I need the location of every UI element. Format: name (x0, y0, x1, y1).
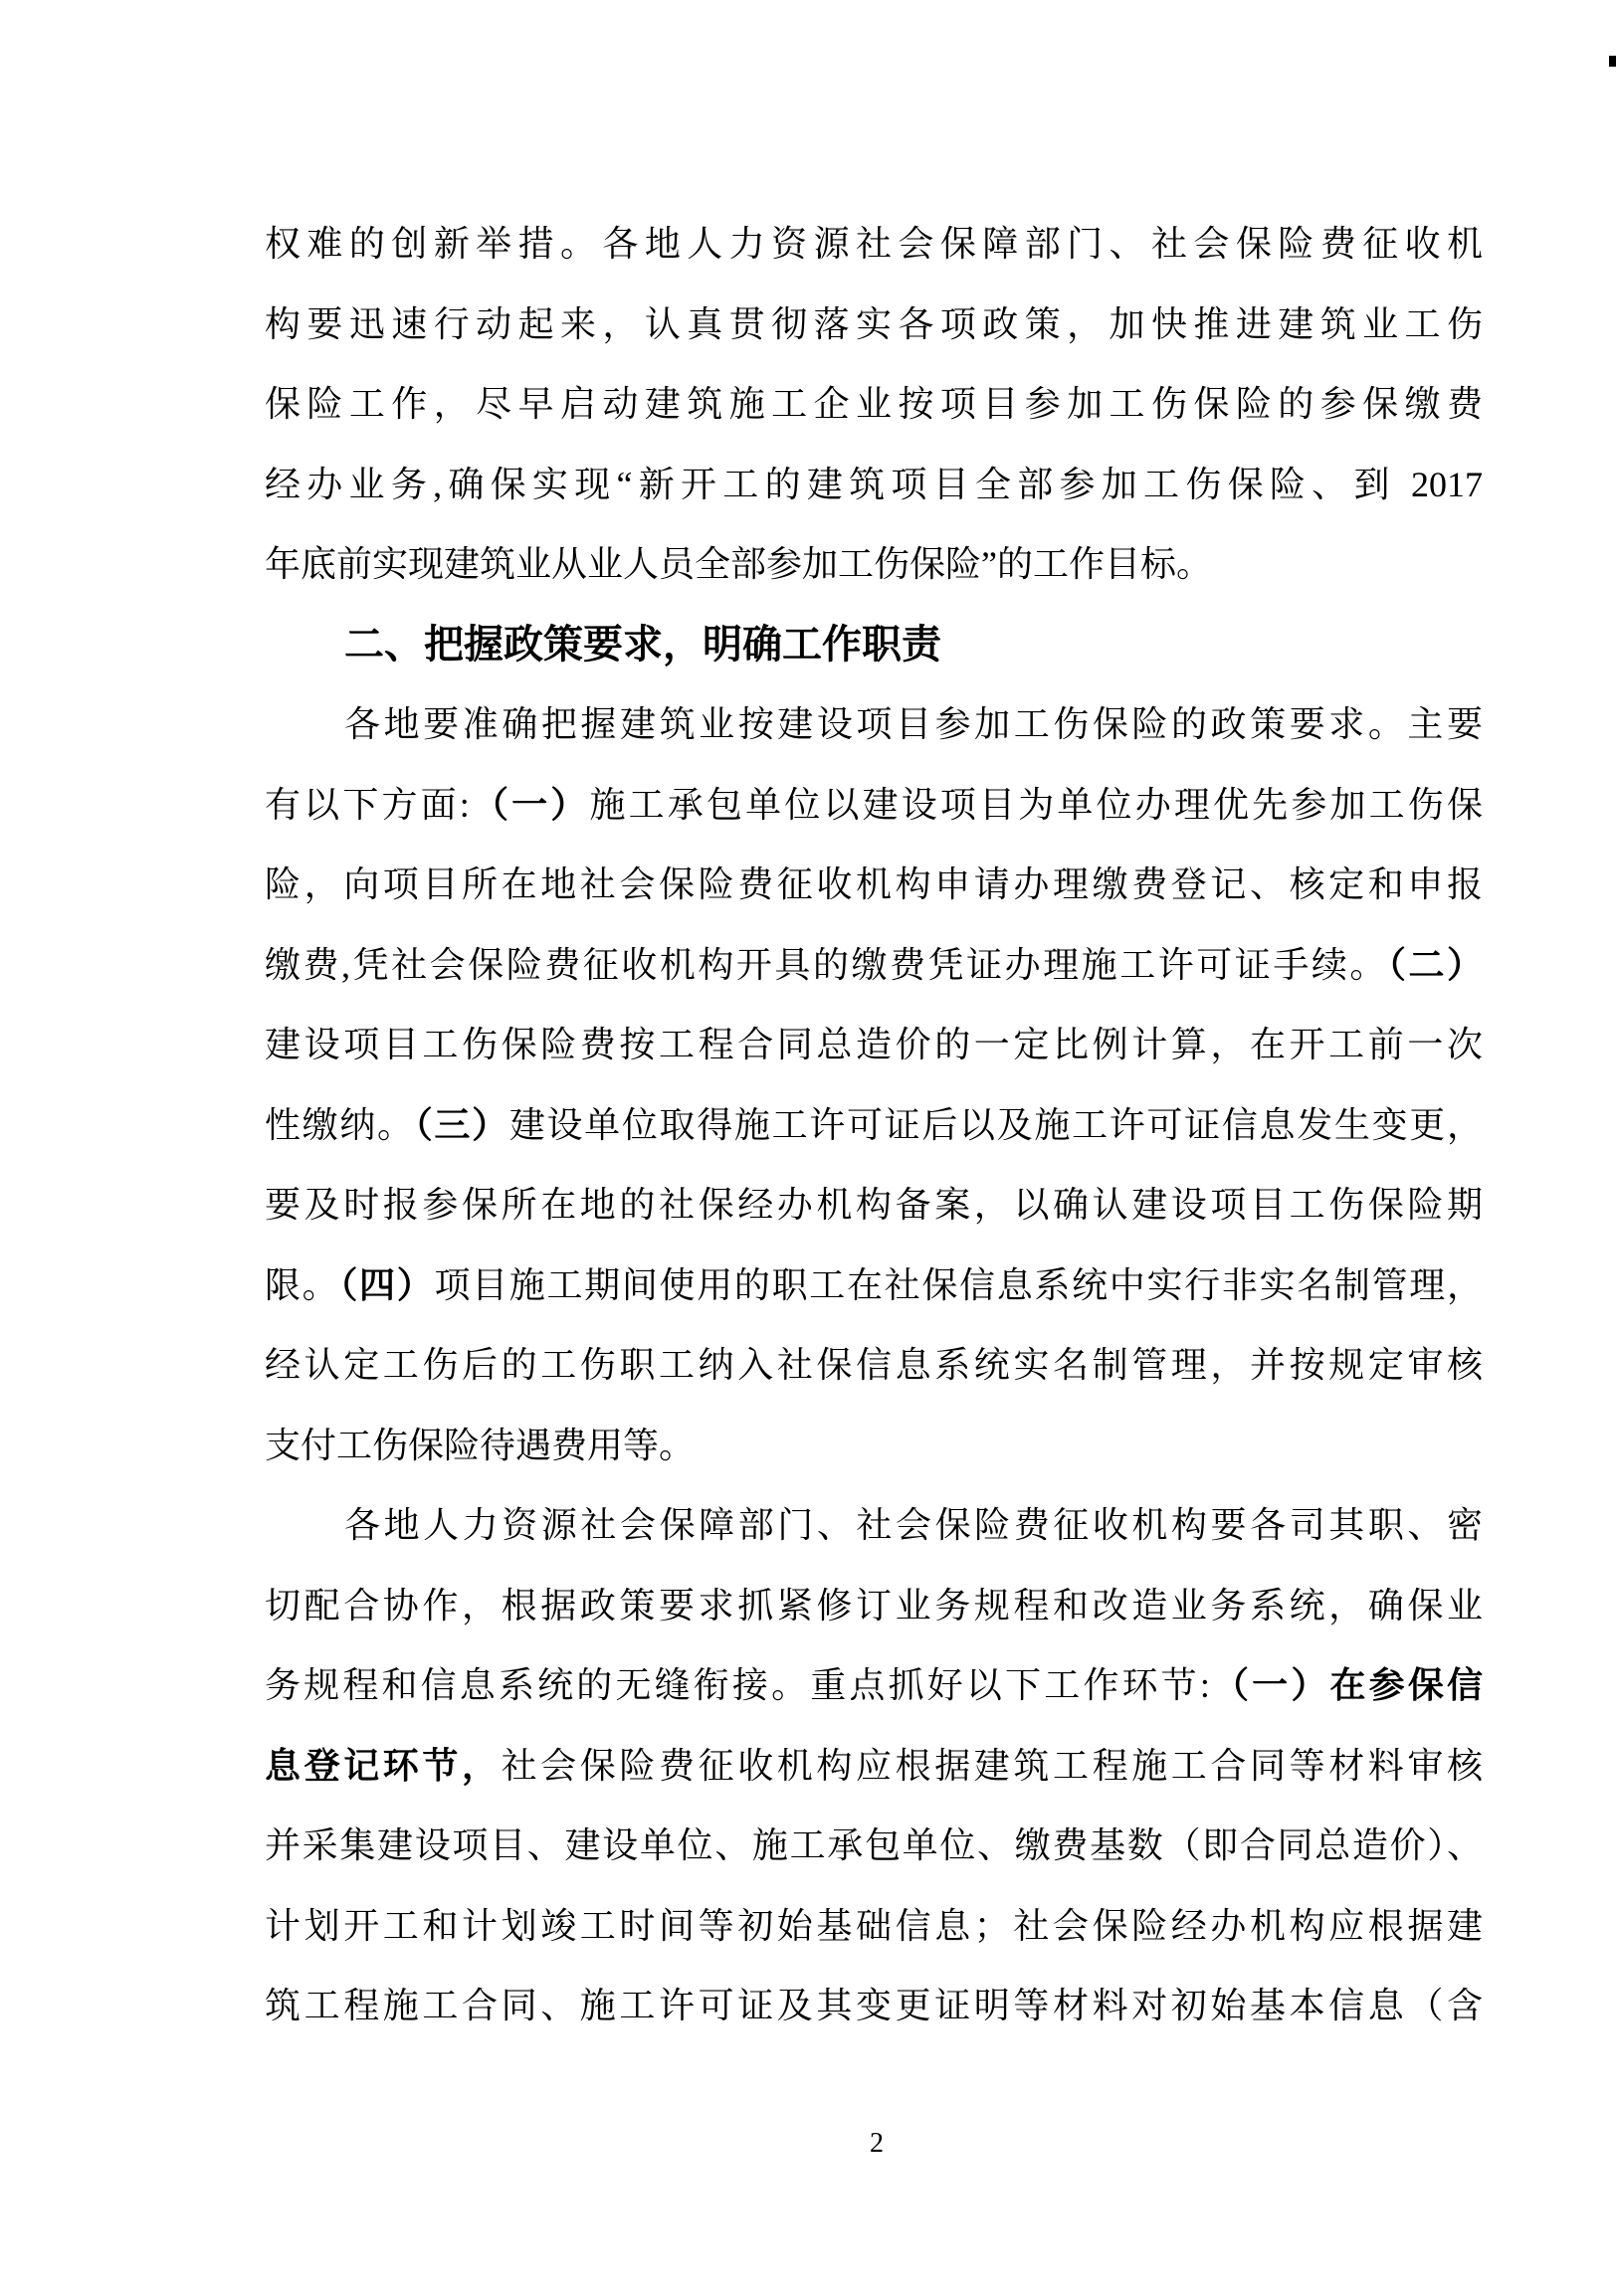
body-text-segment: 年底前实现建筑业从业人员全部参加工伤保险”的工作目标。 (265, 544, 1212, 584)
text-line (265, 1325, 1483, 1406)
body-text-segment: 筑工程施工合同、施工许可证及其变更证明等材料对初始基本信息（含 (265, 1986, 1483, 2025)
bold-text-segment: 二、把握政策要求，明确工作职责 (344, 622, 941, 667)
body-text-segment: 缴费,凭社会保险费征收机构开具的缴费凭证办理施工许可证手续。 (265, 944, 1388, 985)
body-text-segment: 建设项目工伤保险费按工程合同总造价的一定比例计算，在开工前一次 (265, 1025, 1483, 1064)
text-line (265, 285, 1483, 365)
scan-artifact-mark (1609, 56, 1616, 67)
text-line (265, 925, 1483, 1006)
body-text-segment: 施工承包单位以建设项目为单位办理优先参加工伤保 (589, 784, 1483, 825)
text-line (265, 1485, 1483, 1566)
body-text-segment: 有以下方面: (265, 784, 470, 825)
body-text-segment: 支付工伤保险待遇费用等。 (265, 1425, 696, 1465)
text-line (265, 845, 1483, 925)
body-text-segment: 各地人力资源社会保障部门、社会保险费征收机构要各司其职、密 (344, 1505, 1483, 1545)
body-text-segment: 务规程和信息系统的无缝衔接。重点抓好以下工作环节: (265, 1665, 1210, 1705)
paragraph (265, 684, 1483, 1485)
text-line (265, 524, 1483, 605)
body-text-segment: 权难的创新举措。各地人力资源社会保障部门、社会保险费征收机 (265, 224, 1483, 264)
paragraph (265, 1485, 1483, 2046)
body-text-segment: 保险工作，尽早启动建筑施工企业按项目参加工伤保险的参保缴费 (265, 384, 1483, 424)
text-line (265, 1566, 1483, 1646)
text-block (265, 204, 1483, 2046)
text-line (265, 1406, 1483, 1486)
bold-text-segment: （一） (469, 783, 590, 825)
body-text-segment: 计划开工和计划竣工时间等初始基础信息；社会保险经办机构应根据建 (265, 1905, 1483, 1946)
body-text-segment: 切配合协作，根据政策要求抓紧修订业务规程和改造业务系统，确保业 (265, 1585, 1483, 1626)
text-line (265, 445, 1483, 525)
body-text-segment: 经办业务,确保实现“新开工的建筑项目全部参加工伤保险、到 2017 (265, 464, 1483, 504)
text-line (265, 684, 1483, 765)
body-text-segment: 构要迅速行动起来，认真贯彻落实各项政策，加快推进建筑业工伤 (265, 303, 1483, 344)
text-line (265, 1645, 1483, 1726)
text-line (265, 1165, 1483, 1245)
text-line (265, 1886, 1483, 1967)
text-line (265, 1966, 1483, 2046)
text-line (265, 1085, 1483, 1166)
body-text-segment: 各地要准确把握建筑业按建设项目参加工伤保险的政策要求。主要 (344, 704, 1483, 744)
text-line (265, 1005, 1483, 1085)
paragraph (265, 204, 1483, 605)
body-text-segment: 社会保险费征收机构应根据建筑工程施工合同等材料审核 (501, 1745, 1483, 1786)
text-line (265, 204, 1483, 285)
body-text-segment: 并采集建设项目、建设单位、施工承包单位、缴费基数（即合同总造价）、 (265, 1825, 1483, 1865)
text-line (265, 1806, 1483, 1886)
body-text-segment: 建设单位取得施工许可证后以及施工许可证信息发生变更， (508, 1104, 1483, 1145)
text-line (265, 765, 1483, 846)
bold-text-segment: 息登记环节， (265, 1744, 502, 1786)
text-line (265, 1245, 1483, 1326)
body-text-segment: 限。 (265, 1264, 340, 1305)
page-number: 2 (870, 2128, 884, 2159)
bold-text-segment: （一）在参保信 (1209, 1664, 1483, 1705)
text-line (265, 1726, 1483, 1807)
bold-text-segment: （三） (414, 1103, 509, 1145)
body-text-segment: 经认定工伤后的工伤职工纳入社保信息系统实名制管理，并按规定审核 (265, 1345, 1483, 1385)
bold-text-segment: （四） (339, 1263, 435, 1305)
body-text-segment: 险，向项目所在地社会保险费征收机构申请办理缴费登记、核定和申报 (265, 864, 1483, 904)
body-text-segment: 项目施工期间使用的职工在社保信息系统中实行非实名制管理， (434, 1264, 1483, 1305)
body-text-segment: 性缴纳。 (265, 1104, 415, 1145)
section-heading (265, 605, 1483, 685)
text-line (265, 364, 1483, 445)
bold-text-segment: （二） (1387, 943, 1483, 985)
text-line (265, 605, 1483, 685)
body-text-segment: 要及时报参保所在地的社保经办机构备案，以确认建设项目工伤保险期 (265, 1185, 1483, 1225)
